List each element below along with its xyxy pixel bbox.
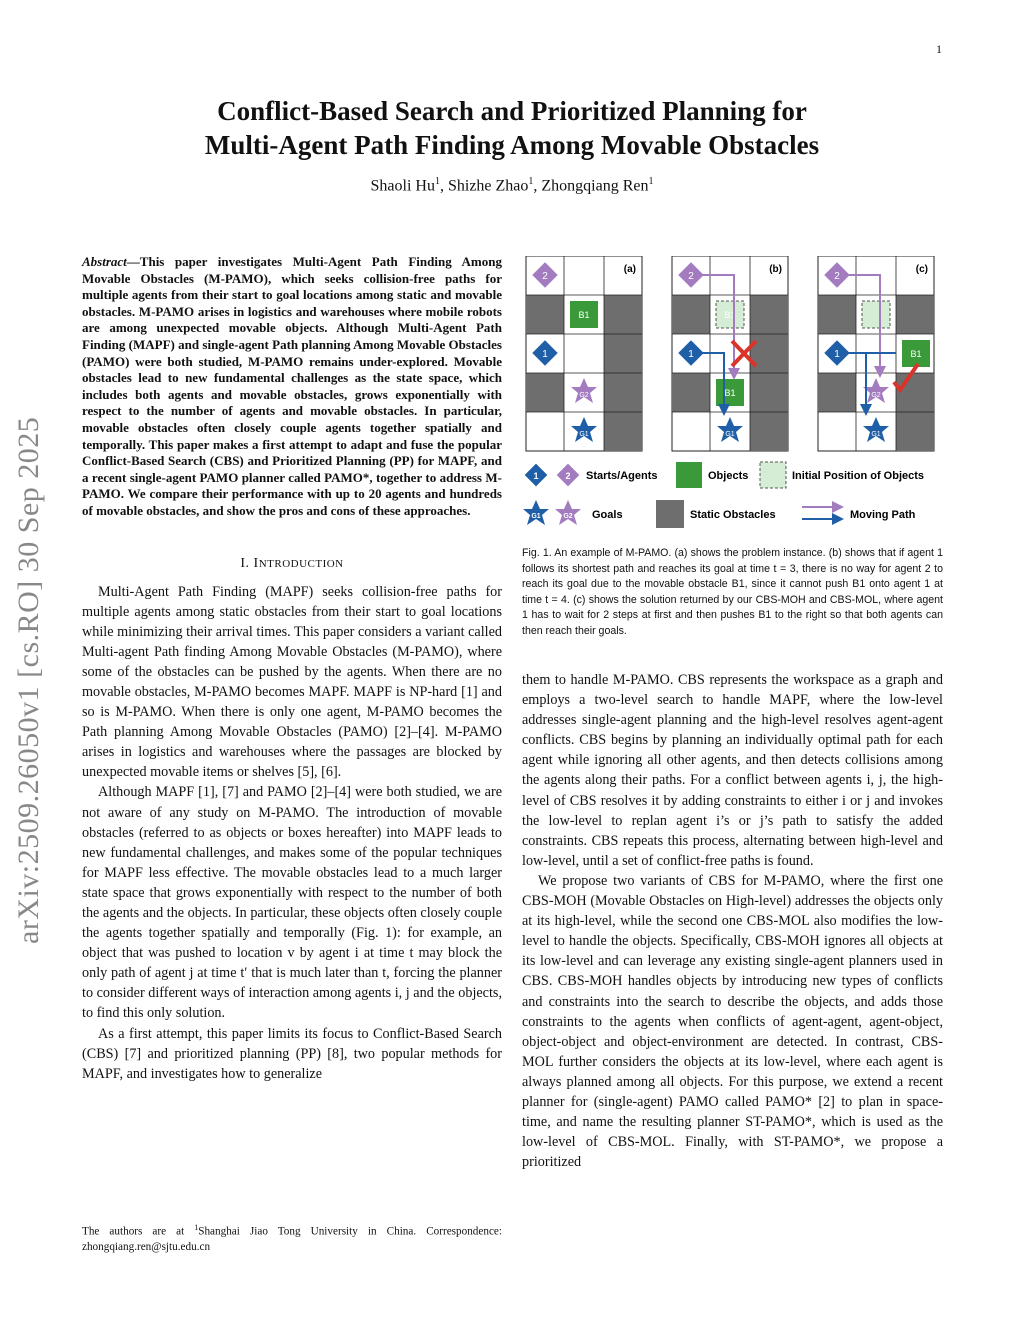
svg-text:Static Obstacles: Static Obstacles bbox=[690, 509, 776, 521]
svg-text:G1: G1 bbox=[531, 513, 541, 520]
svg-text:1: 1 bbox=[542, 349, 548, 360]
title-line-1: Conflict-Based Search and Prioritized Planning for bbox=[217, 96, 807, 126]
title-line-2: Multi-Agent Path Finding Among Movable Obstacles bbox=[204, 130, 820, 160]
figure-legend bbox=[523, 462, 924, 528]
svg-text:Objects: Objects bbox=[708, 470, 749, 482]
paragraph: We propose two variants of CBS for M-PAMO, where the first one CBS-MOH (Movable Obstacles on High-level) addresses the objects only at its high-level, while the second one CBS-MOL also modifies the low-level to handle the objects. Specifically, CBS-MOH ignores all objects at its low-level and can leverage any existing single-agent planners used in CBS. CBS-MOH handles objects by introducing new types of conflicts and constraints into the search to describe the objects, and adds those constraints to the agents when conflicts of agent-agent, agent-object, object-object and object-environment are detected. In contrast, CBS-MOL further considers the objects at its low-level, where each agent is always planned among all objects. For this purpose, we extend a recent planner for (single-agent) PAMO called PAMO* [2] to plan in space-time, and name the resulting planner ST-PAMO*, which is used as the low-level of CBS-MOL. Finally, with ST-PAMO*, we propose a prioritized bbox=[522, 872, 943, 1171]
panel-a bbox=[526, 256, 642, 451]
svg-text:G2: G2 bbox=[579, 392, 589, 399]
panel-b bbox=[672, 256, 788, 451]
svg-text:G2: G2 bbox=[871, 392, 881, 399]
svg-text:1: 1 bbox=[533, 471, 539, 481]
svg-text:(a): (a) bbox=[623, 264, 636, 275]
svg-text:G1: G1 bbox=[725, 431, 735, 438]
svg-text:1: 1 bbox=[688, 349, 694, 360]
svg-text:G2: G2 bbox=[563, 513, 573, 520]
svg-text:B1: B1 bbox=[724, 310, 736, 320]
svg-text:2: 2 bbox=[688, 271, 694, 282]
svg-text:2: 2 bbox=[542, 271, 548, 282]
svg-text:G1: G1 bbox=[579, 431, 589, 438]
svg-text:2: 2 bbox=[834, 271, 840, 282]
svg-text:B1: B1 bbox=[724, 388, 736, 398]
section-heading: I. INTRODUCTION bbox=[240, 555, 344, 571]
panel-c bbox=[818, 256, 934, 451]
paragraph: Multi-Agent Path Finding (MAPF) seeks collision-free paths for multiple agents among static obstacles from their start to goal locations while minimizing their arrival times. This paper considers a variant called Multi-agent Path finding Among Movable Obstacles (M-PAMO), where some of the obstacles can be pushed by the agents. When there are no movable obstacles, M-PAMO becomes MAPF. MAPF is NP-hard [1] and so is M-PAMO. When there is only one agent, M-PAMO becomes the Path planning Among Movable Obstacles (PAMO) [2]–[4]. M-PAMO arises in logistics and warehouses where the passages are blocked by unexpected movable items or shelves [5], [6]. bbox=[82, 583, 502, 781]
svg-text:Initial Position of Objects: Initial Position of Objects bbox=[792, 470, 925, 482]
author-3: Zhongqiang Ren bbox=[541, 177, 649, 195]
author-list: Shaoli Hu$^1$, Shizhe Zhao$^1$, Zhongqiang Ren$^1$ bbox=[370, 176, 654, 195]
author-2: Shizhe Zhao bbox=[447, 177, 529, 195]
figure-1 bbox=[520, 256, 944, 536]
svg-text:(c): (c) bbox=[915, 264, 928, 275]
author-1: Shaoli Hu bbox=[370, 177, 435, 195]
paragraph: Although MAPF [1], [7] and PAMO [2]–[4] were both studied, we are not aware of any study on M-PAMO. The introduction of movable obstacles (referred to as objects or boxes hereafter) into MAPF leads to new fundamental challenges, and makes some of the popular techniques for MAPF less effective. The movable obstacles lead to a much larger state space that grows exponentially with respect to the number of both the agents and the objects. In particular, these objects often closely couple the agents together spatially and temporally (Fig. 1): for example, an object that was pushed to location v by agent i at time t may block the only path of agent j at time t′ that is much later than t, forcing the planner to consider different ways of interaction among agents i, j and the objects, to find this only solution. bbox=[82, 784, 502, 1022]
arxiv-identifier: arXiv:2509.26050v1 [cs.RO] 30 Sep 2025 bbox=[12, 416, 45, 944]
svg-text:Goals: Goals bbox=[592, 509, 623, 521]
paragraph: them to handle M-PAMO. CBS represents the workspace as a graph and employs a two-level search to handle MAPF, where the low-level addresses single-agent planning and the high-level resolves agent-agent conflicts. CBS begins by planning an individually optimal path for each agent while ignoring all other agents, and then detects collisions among the agents along their paths. For a conflict between agents i, j, the high-level of CBS resolves it by adding constraints to either i or j and invokes the low-level to replan agent i’s or j’s path to satisfy the added constraints. CBS repeats this process, alternating between high-level and low-level, until a set of conflict-free paths is found. bbox=[522, 672, 943, 869]
svg-text:1: 1 bbox=[834, 349, 840, 360]
paper-title bbox=[80, 94, 944, 162]
paragraph: As a first attempt, this paper limits its focus to Conflict-Based Search (CBS) [7] and prioritized planning (PP) [8], two popular methods for MAPF, and investigates how to generalize bbox=[82, 1025, 502, 1082]
svg-text:Moving Path: Moving Path bbox=[850, 509, 916, 521]
svg-text:Starts/Agents: Starts/Agents bbox=[586, 470, 658, 482]
page-number: 1 bbox=[936, 42, 942, 56]
svg-text:G1: G1 bbox=[871, 431, 881, 438]
abstract-text: —This paper investigates Multi-Agent Path Finding Among Movable Obstacles (M-PAMO), which seeks collision-free paths for multiple agents from their start to goal locations among static and movable obstacles. M-PAMO arises in logistics and warehouses where mobile robots are among unexpected movable objects. Although Multi-Agent Path Finding (MAPF) and single-agent Path planning Among Movable Obstacles (PAMO) were both studied, M-PAMO remains under-explored. Movable obstacles lead to new fundamental challenges as the state space, which includes both agents and movable obstacles, grows exponentially with respect to the number of agents and movable obstacles. In particular, movable obstacles often closely couple agents together spatially and temporally. This paper makes a first attempt to adapt and fuse the popular Conflict-Based Search (CBS) and Prioritized Planning (PP) for MAPF, and a recent single-agent PAMO planner called PAMO*, together to address M-PAMO. We compare their performance with up to 20 agents and hundreds of movable obstacles, and show the pros and cons of these approaches. bbox=[82, 254, 502, 518]
svg-text:B1: B1 bbox=[910, 349, 922, 359]
abstract-label: Abstract bbox=[82, 254, 127, 269]
svg-text:B1: B1 bbox=[578, 310, 590, 320]
svg-text:(b): (b) bbox=[769, 264, 782, 275]
right-column bbox=[522, 670, 943, 1172]
footnote: The authors are at $^1$Shanghai Jiao Tong University in China. Correspondence: zhongqiang.ren@sjtu.edu.cn bbox=[82, 1223, 502, 1253]
figure-caption: Fig. 1. An example of M-PAMO. (a) shows the problem instance. (b) shows that if agent 1 follows its shortest path and reaches its goal at time t = 3, there is no way for agent 2 to reach its goal due to the movable obstacle B1, since it cannot push B1 onto agent 1 at time t = 4. (c) shows the solution returned by our CBS-MOH and CBS-MOL, where agent 1 has to wait for 2 steps at first and then pushes B1 to the right so that both agents can then reach their goals. bbox=[522, 547, 943, 637]
left-column bbox=[82, 254, 502, 1084]
svg-text:2: 2 bbox=[565, 471, 571, 481]
abstract bbox=[82, 254, 502, 520]
